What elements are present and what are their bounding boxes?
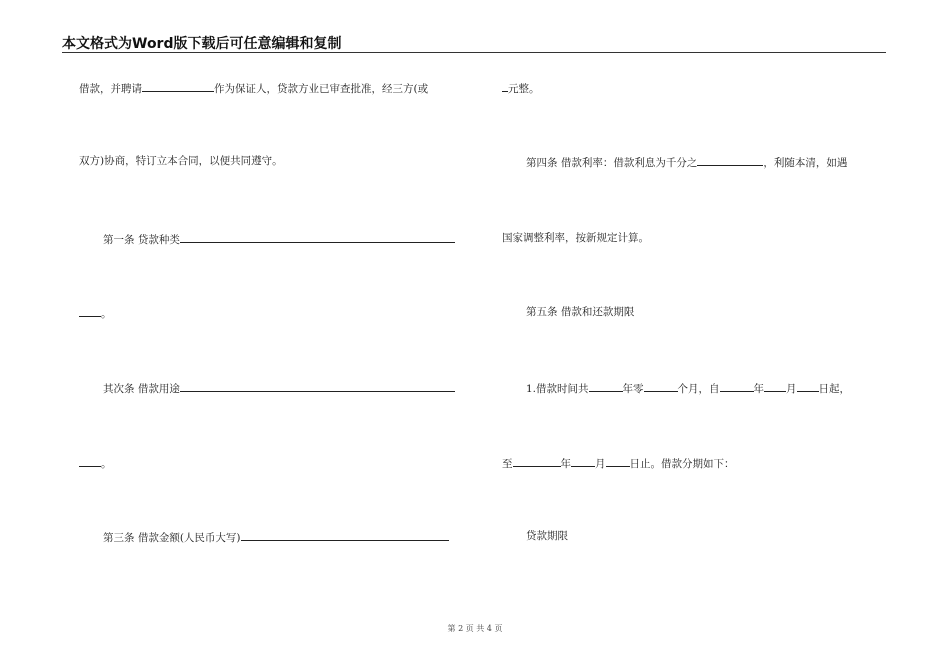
article-4-line	[526, 154, 847, 170]
start-day-blank	[797, 380, 819, 392]
article-2-continuation	[79, 455, 112, 471]
loan-end-line	[502, 455, 735, 471]
article-2-line	[103, 380, 455, 396]
start-month-blank	[764, 380, 786, 392]
start-year-blank	[720, 380, 754, 392]
loan-type-blank	[180, 231, 455, 243]
text-segment: 双方)协商，特订立本合同，以便共同遵守。	[79, 155, 283, 167]
text-segment: ，利随本清，如遇	[763, 157, 848, 169]
text-segment: 。	[101, 308, 112, 320]
loan-period-line	[526, 529, 568, 543]
loan-type-blank-cont	[79, 305, 101, 317]
end-month-blank	[571, 455, 595, 467]
article-2-label: 其次条 借款用途	[103, 383, 180, 395]
article-1-line	[103, 231, 455, 247]
text-segment: 至	[502, 458, 513, 470]
text-segment: 1.借款时间共	[526, 383, 589, 395]
text-segment: 月	[786, 383, 797, 395]
article-4-continuation	[502, 231, 649, 245]
loan-period-label: 贷款期限	[526, 530, 568, 542]
text-segment: 年	[560, 458, 571, 470]
article-1-continuation	[79, 305, 112, 321]
guarantor-blank	[142, 80, 214, 92]
header-divider	[62, 52, 886, 53]
text-segment: 借款，并聘请	[79, 83, 142, 95]
left-line-1	[79, 80, 428, 96]
text-segment: 日起，	[818, 383, 851, 395]
loan-purpose-blank	[180, 380, 455, 392]
loan-amount-blank	[241, 529, 449, 541]
loan-term-line	[526, 380, 850, 396]
article-3-label: 第三条 借款金额(人民币大写)	[103, 532, 241, 544]
text-segment: 月	[595, 458, 606, 470]
article-5-label: 第五条 借款和还款期限	[526, 306, 635, 318]
text-segment: 第四条 借款利率：借款利息为千分之	[526, 157, 698, 169]
page-footer: 第 2 页 共 4 页	[447, 624, 503, 633]
text-segment: 元整。	[508, 83, 540, 95]
end-year-blank	[513, 455, 561, 467]
text-segment: 日止。借款分期如下：	[629, 458, 735, 470]
end-day-blank	[606, 455, 630, 467]
left-line-2	[79, 154, 283, 168]
right-line-1	[502, 80, 540, 96]
text-segment: 作为保证人，贷款方业已审查批准，经三方(或	[214, 83, 429, 95]
text-segment: 年	[753, 383, 765, 395]
article-1-label: 第一条 贷款种类	[103, 234, 180, 246]
months-blank	[644, 380, 678, 392]
article-3-line	[103, 529, 449, 545]
text-segment: 个月，自	[677, 383, 720, 395]
article-5-line	[526, 305, 634, 319]
page-header-title: 本文格式为Word版下载后可任意编辑和复制	[62, 36, 342, 52]
text-segment: 。	[101, 458, 112, 470]
interest-rate-blank	[697, 154, 763, 166]
years-blank	[589, 380, 623, 392]
text-segment: 国家调整利率，按新规定计算。	[502, 232, 649, 244]
loan-purpose-blank-cont	[79, 455, 101, 467]
text-segment: 年零	[622, 383, 644, 395]
